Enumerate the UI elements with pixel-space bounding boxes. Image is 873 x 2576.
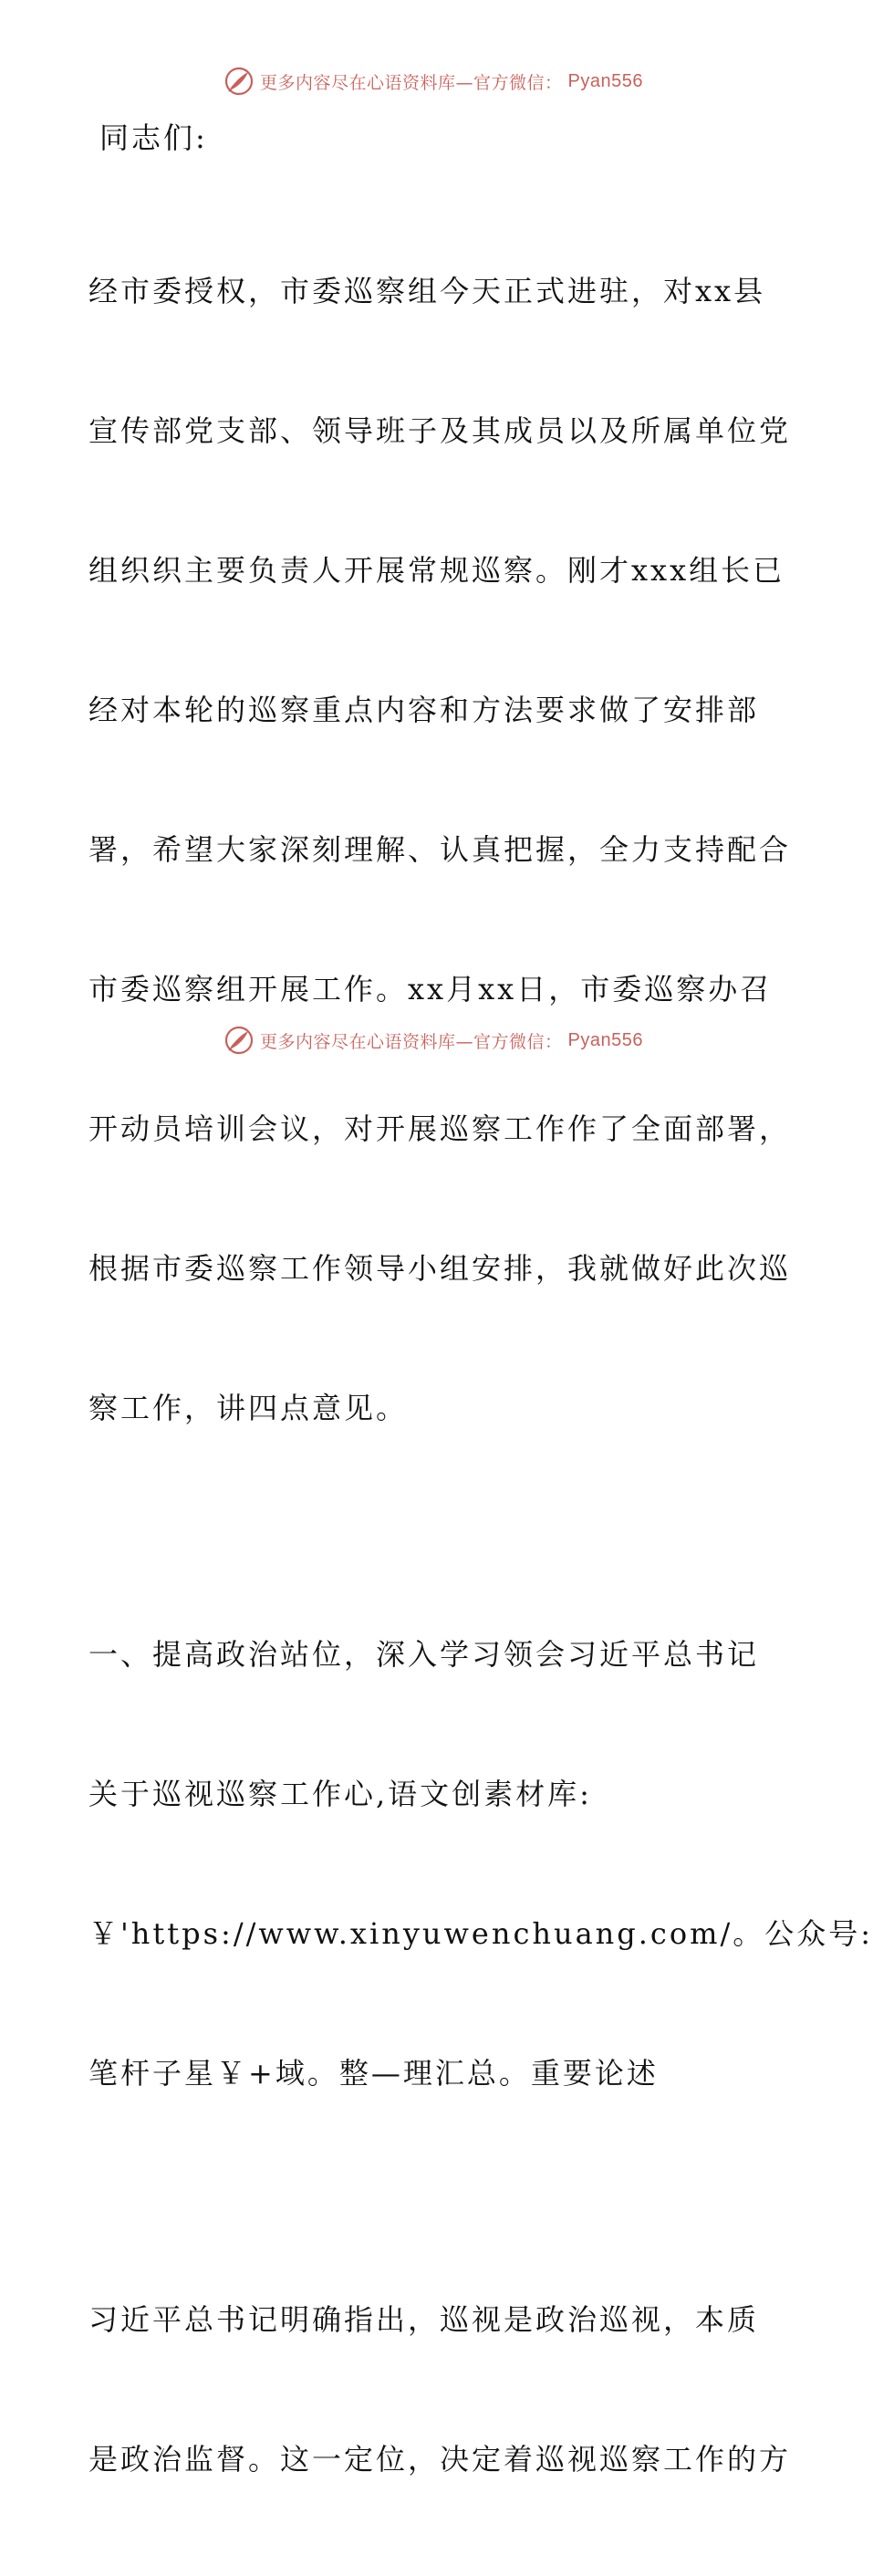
paragraph-2 — [88, 2204, 792, 2576]
heading-line: 一、提高政治站位，深入学习领会习近平总书记 — [88, 1637, 760, 1672]
watermark-text: 更多内容尽在心语资料库—官方微信： — [260, 72, 563, 93]
quill-logo-icon — [223, 66, 255, 97]
heading-line: ￥'https://www.xinyuwenchuang.com/。公众号: — [88, 1916, 873, 1951]
paragraph-line: 经对本轮的巡察重点内容和方法要求做了安排部 — [88, 693, 760, 727]
paragraph-1 — [88, 175, 792, 1525]
paragraph-line: 习近平总书记明确指出，巡视是政治巡视，本质 — [88, 2302, 760, 2337]
watermark-wechat-id: Pyan556 — [567, 1029, 643, 1050]
paragraph-line: 署，希望大家深刻理解、认真把握，全力支持配合 — [88, 832, 792, 867]
paragraph-line: 察工作，讲四点意见。 — [88, 1391, 409, 1425]
quill-logo-icon — [223, 1025, 255, 1056]
paragraph-line: 经市委授权，市委巡察组今天正式进驻，对xx县 — [88, 274, 766, 308]
section-heading-1 — [88, 1538, 873, 2190]
footer-watermark — [0, 1025, 867, 1056]
paragraph-line: 开动员培训会议，对开展巡察工作作了全面部署， — [88, 1111, 792, 1146]
greeting: 同志们: — [99, 120, 208, 155]
paragraph-line: 是政治监督。这一定位，决定着巡视巡察工作的方 — [88, 2442, 792, 2477]
paragraph-line: 市委巡察组开展工作。xx月xx日，市委巡察办召 — [88, 972, 773, 1006]
paragraph-line: 根据市委巡察工作领导小组安排，我就做好此次巡 — [88, 1251, 792, 1286]
heading-line: 笔杆子星￥+域。整—理汇总。重要论述 — [88, 2056, 659, 2091]
watermark-wechat-id: Pyan556 — [567, 70, 643, 91]
heading-line: 关于巡视巡察工作心,语文创素材库: — [88, 1777, 592, 1811]
watermark-text: 更多内容尽在心语资料库—官方微信： — [260, 1031, 563, 1052]
paragraph-line: 宣传部党支部、领导班子及其成员以及所属单位党 — [88, 413, 792, 448]
document-body — [88, 115, 873, 2576]
paragraph-line: 组织织主要负责人开展常规巡察。刚才xxx组长已 — [88, 553, 785, 588]
header-watermark — [0, 66, 867, 97]
